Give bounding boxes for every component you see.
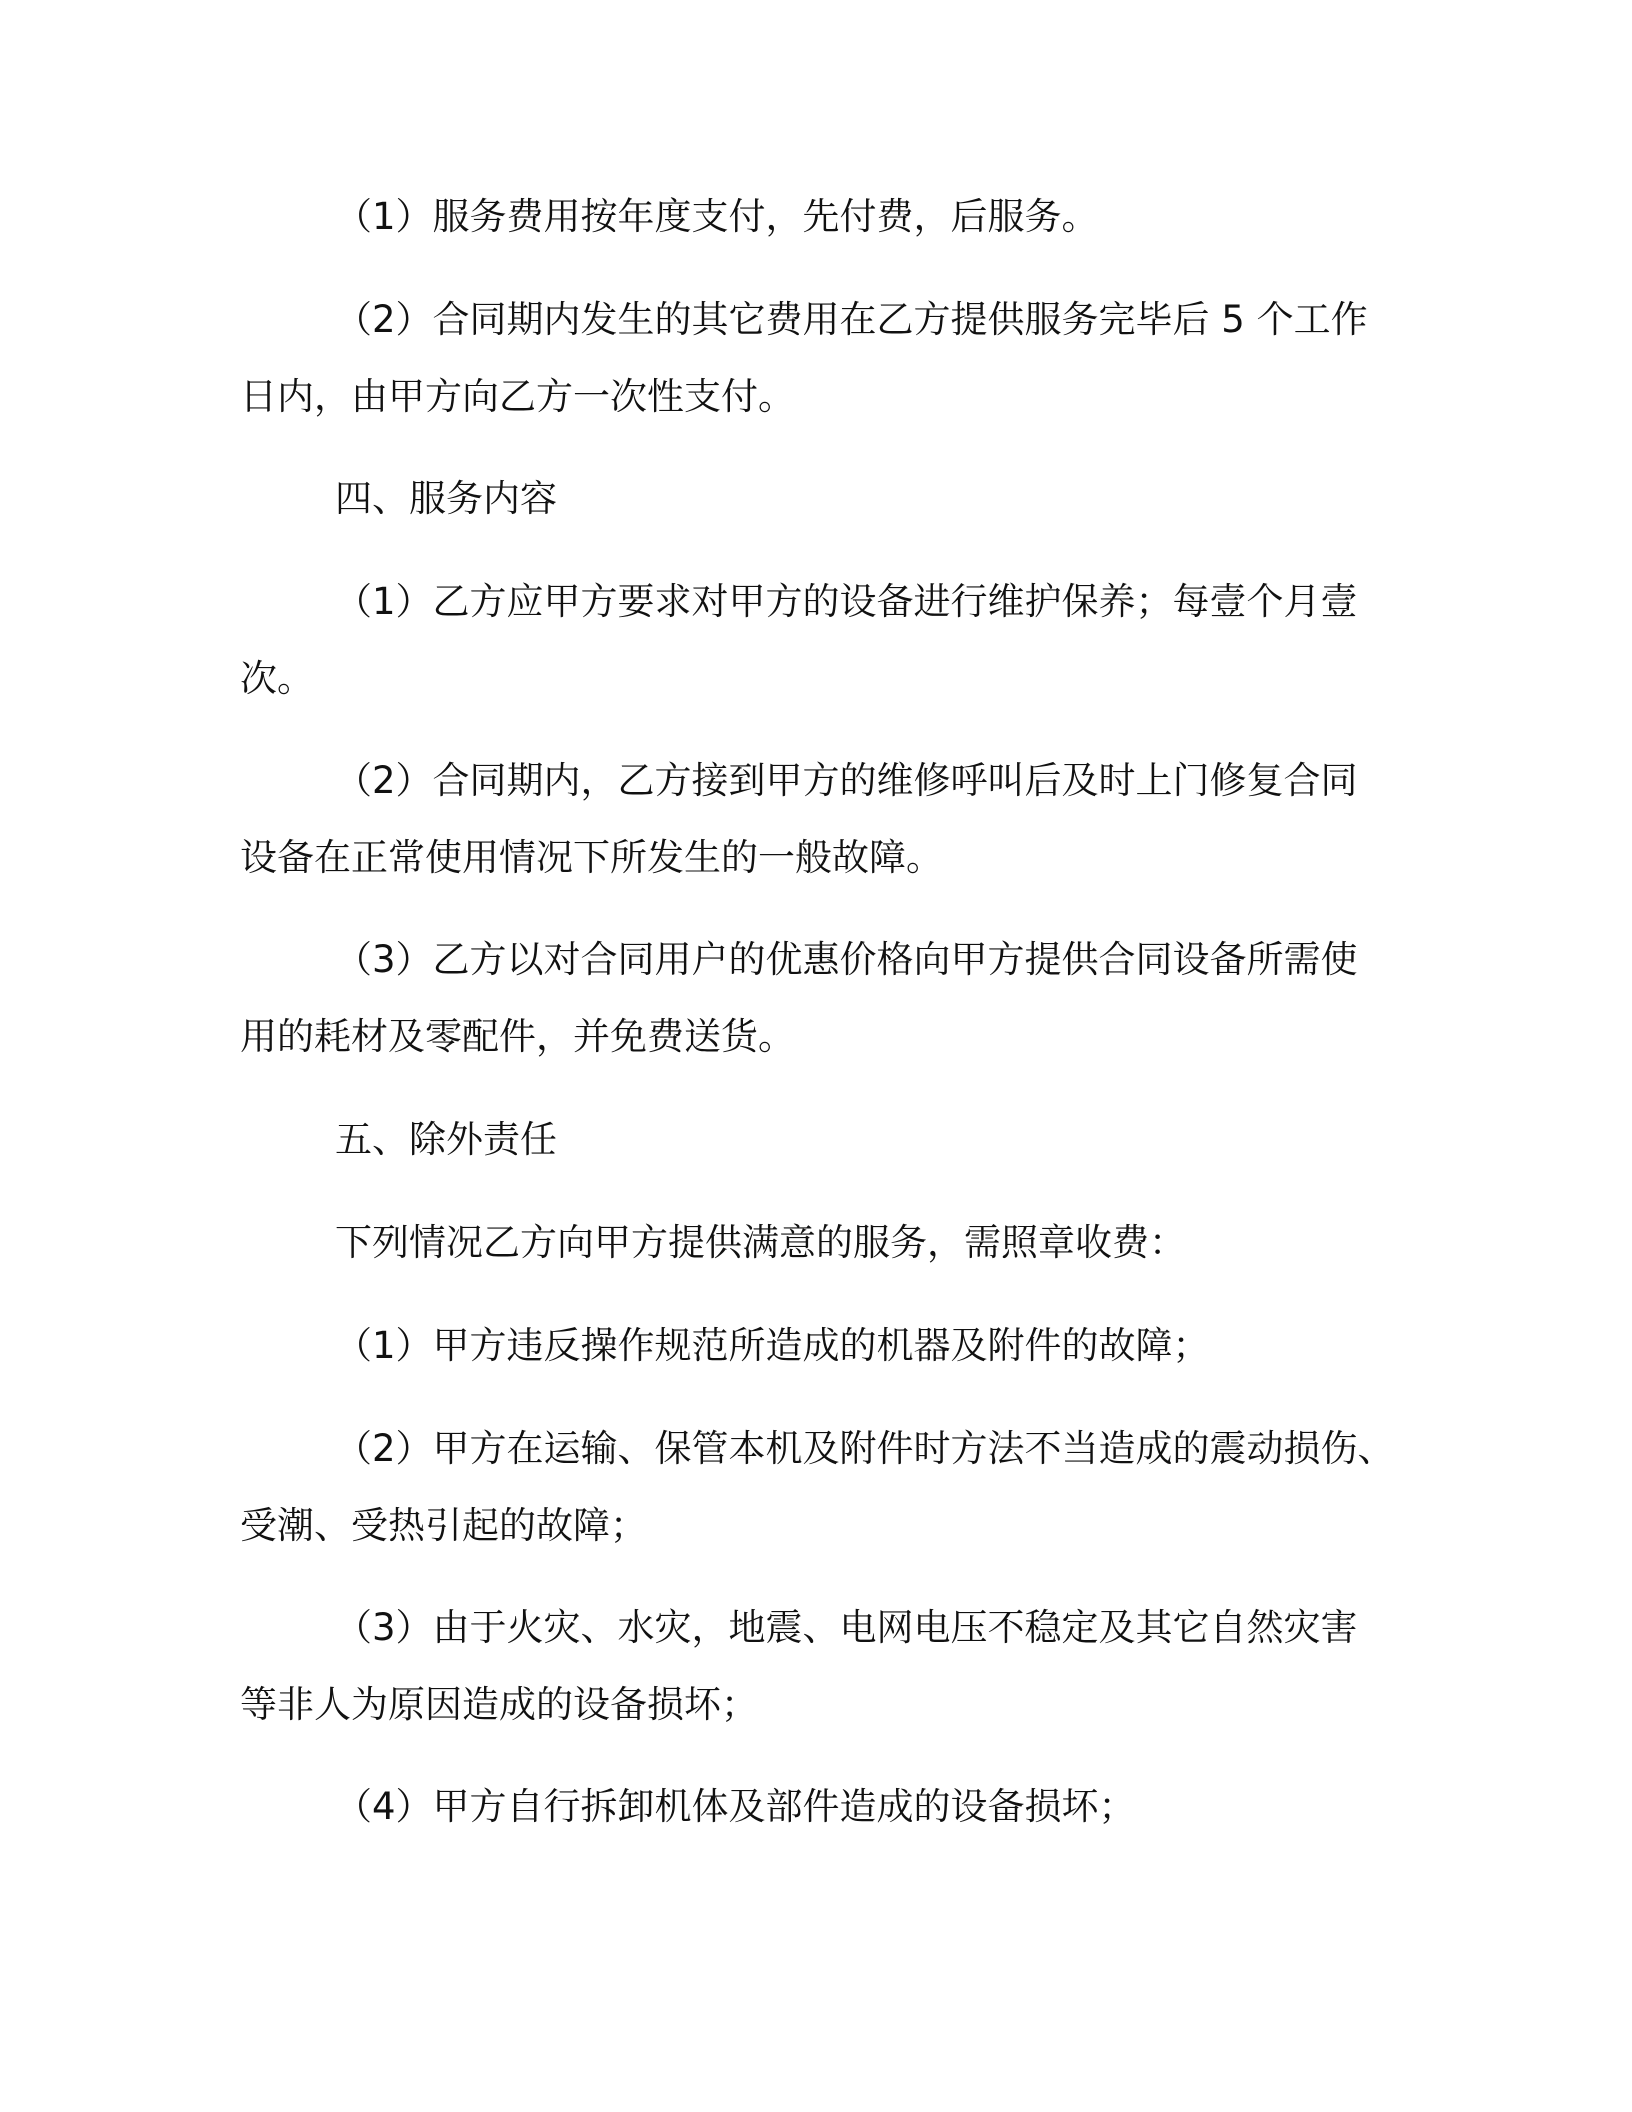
paragraph-service-2 — [240, 742, 1370, 896]
paragraph-line: （2）合同期内发生的其它费用在乙方提供服务完毕后 5 个工作 — [335, 298, 1368, 341]
paragraph-line: 设备在正常使用情况下所发生的一般故障。 — [240, 836, 943, 879]
paragraph-payment-2 — [240, 281, 1370, 435]
paragraph-service-3 — [240, 921, 1370, 1075]
section-heading-exclusions — [240, 1101, 1370, 1178]
paragraph-line: 用的耗材及零配件，并免费送货。 — [240, 1015, 795, 1058]
paragraph-line: （2）合同期内，乙方接到甲方的维修呼叫后及时上门修复合同 — [335, 759, 1358, 802]
paragraph-line: （1）甲方违反操作规范所造成的机器及附件的故障； — [335, 1324, 1210, 1367]
section-heading: 五、除外责任 — [335, 1118, 557, 1161]
paragraph-exclusion-1 — [240, 1307, 1370, 1384]
paragraph-exclusions-intro — [240, 1204, 1370, 1281]
paragraph-line: 日内，由甲方向乙方一次性支付。 — [240, 375, 795, 418]
paragraph-line: （3）由于火灾、水灾，地震、电网电压不稳定及其它自然灾害 — [335, 1606, 1358, 1649]
paragraph-payment-1 — [240, 178, 1370, 255]
paragraph-exclusion-3 — [240, 1589, 1370, 1743]
paragraph-line: 下列情况乙方向甲方提供满意的服务，需照章收费： — [335, 1221, 1186, 1264]
paragraph-line: （3）乙方以对合同用户的优惠价格向甲方提供合同设备所需使 — [335, 938, 1358, 981]
paragraph-line: 受潮、受热引起的故障； — [240, 1504, 647, 1547]
paragraph-line: 等非人为原因造成的设备损坏； — [240, 1683, 758, 1726]
paragraph-service-1 — [240, 563, 1370, 717]
section-heading: 四、服务内容 — [335, 477, 557, 520]
paragraph-line: （1）服务费用按年度支付，先付费，后服务。 — [335, 195, 1099, 238]
paragraph-line: 次。 — [240, 657, 314, 700]
paragraph-line: （1）乙方应甲方要求对甲方的设备进行维护保养；每壹个月壹 — [335, 580, 1358, 623]
paragraph-exclusion-2 — [240, 1410, 1395, 1564]
paragraph-line: （4）甲方自行拆卸机体及部件造成的设备损坏； — [335, 1785, 1136, 1828]
section-heading-service-content — [240, 460, 1370, 537]
paragraph-line: （2）甲方在运输、保管本机及附件时方法不当造成的震动损伤、 — [335, 1427, 1395, 1470]
paragraph-exclusion-4 — [240, 1768, 1370, 1845]
